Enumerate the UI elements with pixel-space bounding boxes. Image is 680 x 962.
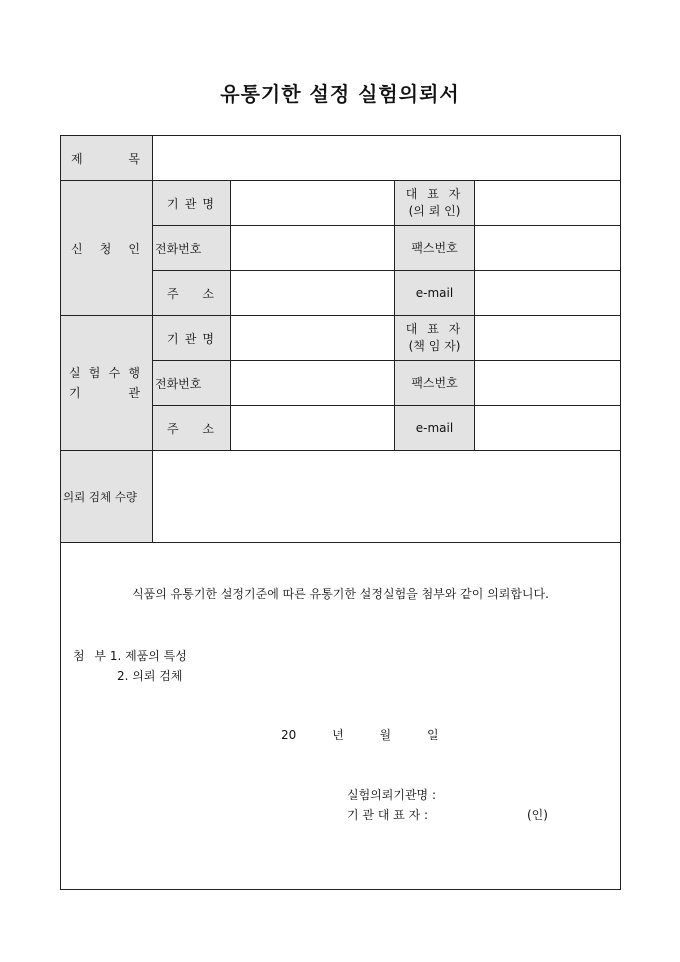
sample-qty-label: 의뢰 검체 수량 bbox=[61, 451, 153, 543]
applicant-label-char3: 인 bbox=[128, 241, 140, 256]
applicant-phone-label: 전화번호 bbox=[153, 226, 231, 271]
sample-qty-field[interactable] bbox=[153, 451, 621, 543]
applicant-fax-label: 팩스번호 bbox=[395, 226, 475, 271]
date-year-label: 년 bbox=[332, 728, 344, 742]
date-month-label: 월 bbox=[379, 728, 392, 742]
applicant-phone-field[interactable] bbox=[231, 226, 395, 271]
applicant-address-label: 주 소 bbox=[153, 271, 231, 316]
subject-row bbox=[61, 136, 621, 181]
attachment-item-1: 1. 제품의 특성 bbox=[109, 649, 187, 663]
attachment-label: 첨 부 bbox=[73, 649, 106, 663]
applicant-label-char2: 청 bbox=[99, 241, 112, 256]
signature-org-line: 실험의뢰기관명 : bbox=[347, 788, 437, 802]
rep-requester-line1: 대 표 자 bbox=[405, 187, 464, 201]
applicant-org-name-field[interactable] bbox=[231, 181, 395, 226]
subject-label-cell bbox=[61, 136, 153, 181]
date-day-label: 일 bbox=[426, 728, 439, 742]
applicant-label-char1: 신 bbox=[71, 241, 83, 256]
subject-label-char1: 제 bbox=[71, 151, 83, 166]
lab-email-label: e-mail bbox=[395, 406, 475, 451]
document-title: 유통기한 설정 실험의뢰서 bbox=[220, 82, 460, 106]
applicant-fax-field[interactable] bbox=[475, 226, 621, 271]
lab-address-field[interactable] bbox=[231, 406, 395, 451]
attachment-item-2: 2. 의뢰 검체 bbox=[117, 669, 183, 683]
applicant-email-field[interactable] bbox=[475, 271, 621, 316]
applicant-representative-field[interactable] bbox=[475, 181, 621, 226]
lab-org-row bbox=[61, 316, 621, 361]
lab-representative-field[interactable] bbox=[475, 316, 621, 361]
request-form-table bbox=[60, 135, 621, 890]
seal-mark: (인) bbox=[527, 808, 548, 822]
rep-requester-line2: (의 뢰 인) bbox=[408, 204, 461, 218]
subject-value-cell[interactable] bbox=[153, 136, 621, 181]
lab-label-cell: 실 험 수 행 기 관 bbox=[61, 316, 153, 451]
sample-qty-row bbox=[61, 451, 621, 543]
lab-org-name-label: 기 관 명 bbox=[153, 316, 231, 361]
applicant-org-name-label: 기 관 명 bbox=[153, 181, 231, 226]
lab-org-name-field[interactable] bbox=[231, 316, 395, 361]
request-date bbox=[281, 726, 457, 743]
request-body-cell bbox=[61, 543, 621, 890]
lab-fax-field[interactable] bbox=[475, 361, 621, 406]
lab-fax-label: 팩스번호 bbox=[395, 361, 475, 406]
date-year-prefix: 20 bbox=[281, 728, 297, 742]
lab-phone-label: 전화번호 bbox=[153, 361, 231, 406]
subject-label-char2: 목 bbox=[128, 151, 140, 166]
rep-responsible-line1: 대 표 자 bbox=[405, 322, 464, 336]
applicant-label-cell bbox=[61, 181, 153, 316]
applicant-email-label: e-mail bbox=[395, 271, 475, 316]
applicant-representative-label bbox=[395, 181, 475, 226]
request-body-row bbox=[61, 543, 621, 890]
request-statement: 식품의 유통기한 설정기준에 따른 유통기한 설정실험을 첨부와 같이 의뢰합니다. bbox=[132, 587, 549, 601]
signature-rep-line: 기 관 대 표 자 : bbox=[347, 808, 429, 822]
lab-phone-field[interactable] bbox=[231, 361, 395, 406]
attachment-line-1 bbox=[73, 647, 187, 664]
applicant-address-field[interactable] bbox=[231, 271, 395, 316]
rep-responsible-line2: (책 임 자) bbox=[408, 339, 461, 353]
applicant-org-row bbox=[61, 181, 621, 226]
lab-address-label: 주 소 bbox=[153, 406, 231, 451]
lab-email-field[interactable] bbox=[475, 406, 621, 451]
lab-representative-label bbox=[395, 316, 475, 361]
